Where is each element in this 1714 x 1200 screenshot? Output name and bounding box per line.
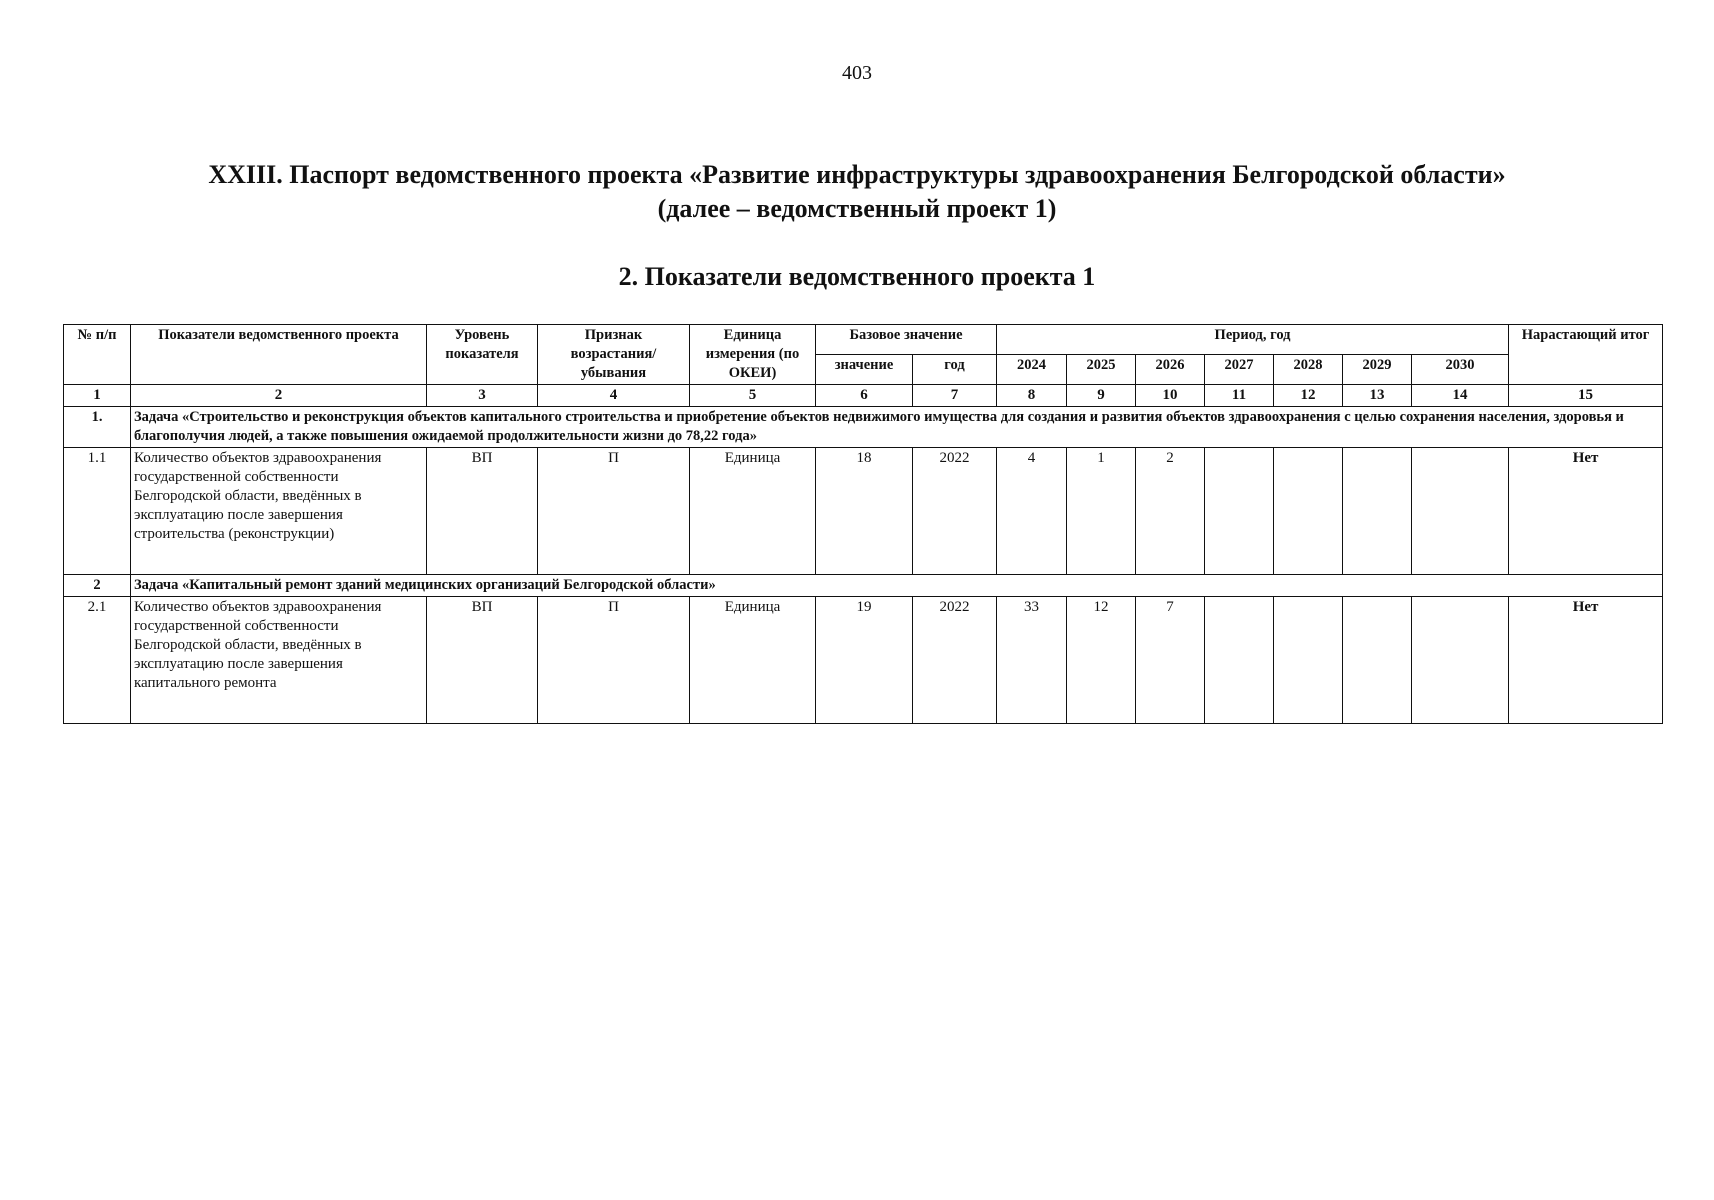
header-period: Период, год: [997, 325, 1509, 355]
column-number: 6: [816, 385, 913, 407]
base-year: 2022: [913, 448, 997, 575]
base-year: 2022: [913, 597, 997, 724]
cumulative-value: Нет: [1509, 597, 1663, 724]
year-value: 2: [1136, 448, 1205, 575]
column-number: 11: [1205, 385, 1274, 407]
column-number: 12: [1274, 385, 1343, 407]
header-year: 2024: [997, 355, 1067, 385]
year-value: [1343, 448, 1412, 575]
year-value: 7: [1136, 597, 1205, 724]
column-number: 7: [913, 385, 997, 407]
indicators-table: [63, 324, 1663, 724]
header-row-1: [64, 325, 1663, 355]
base-value: 18: [816, 448, 913, 575]
year-value: [1412, 597, 1509, 724]
header-indicator: Показатели ведомственного проекта: [131, 325, 427, 385]
header-trend: Признак возрастания/ убывания: [538, 325, 690, 385]
indicator-trend: П: [538, 448, 690, 575]
header-year: 2026: [1136, 355, 1205, 385]
column-number: 3: [427, 385, 538, 407]
header-unit: Единица измерения (по ОКЕИ): [690, 325, 816, 385]
column-number-row: [64, 385, 1663, 407]
year-value: 12: [1067, 597, 1136, 724]
header-level: Уровень показателя: [427, 325, 538, 385]
column-number: 10: [1136, 385, 1205, 407]
indicator-name: Количество объектов здравоохранения государственной собственности Белгородской области, введённых в эксплуатацию после завершения строительства (реконструкции): [131, 448, 427, 575]
column-number: 15: [1509, 385, 1663, 407]
header-base-year: год: [913, 355, 997, 385]
task-text: Задача «Капитальный ремонт зданий медицинских организаций Белгородской области»: [131, 575, 1663, 597]
header-cumulative: Нарастающий итог: [1509, 325, 1663, 385]
indicator-level: ВП: [427, 597, 538, 724]
header-year: 2025: [1067, 355, 1136, 385]
section-subtitle: 2. Показатели ведомственного проекта 1: [618, 262, 1096, 291]
task-row-1: [64, 407, 1663, 448]
year-value: [1205, 597, 1274, 724]
column-number: 1: [64, 385, 131, 407]
header-year: 2028: [1274, 355, 1343, 385]
row-num: 1.1: [64, 448, 131, 575]
header-num: № п/п: [64, 325, 131, 385]
header-year: 2027: [1205, 355, 1274, 385]
header-base: Базовое значение: [816, 325, 997, 355]
cumulative-value: Нет: [1509, 448, 1663, 575]
indicator-row-2-1: [64, 597, 1663, 724]
title-line-1: XXIII. Паспорт ведомственного проекта «Развитие инфраструктуры здравоохранения Белгородской области»: [208, 160, 1506, 189]
year-value: [1274, 448, 1343, 575]
year-value: 33: [997, 597, 1067, 724]
header-year: 2030: [1412, 355, 1509, 385]
task-row-2: [64, 575, 1663, 597]
task-num: 2: [64, 575, 131, 597]
document-title: [0, 158, 1714, 226]
year-value: 4: [997, 448, 1067, 575]
task-text: Задача «Строительство и реконструкция объектов капитального строительства и приобретение объектов недвижимого имущества для создания и развития объектов здравоохранения с целью сохранения населения, здоровья и благополучия людей, а также повышения ожидаемой продолжительности жизни до 78,22 года»: [131, 407, 1663, 448]
indicator-trend: П: [538, 597, 690, 724]
year-value: [1343, 597, 1412, 724]
column-number: 14: [1412, 385, 1509, 407]
indicator-unit: Единица: [690, 597, 816, 724]
column-number: 8: [997, 385, 1067, 407]
year-value: [1205, 448, 1274, 575]
base-value: 19: [816, 597, 913, 724]
indicator-name: Количество объектов здравоохранения государственной собственности Белгородской области, введённых в эксплуатацию после завершения капитального ремонта: [131, 597, 427, 724]
column-number: 2: [131, 385, 427, 407]
year-value: 1: [1067, 448, 1136, 575]
year-value: [1412, 448, 1509, 575]
column-number: 9: [1067, 385, 1136, 407]
year-value: [1274, 597, 1343, 724]
row-num: 2.1: [64, 597, 131, 724]
indicator-unit: Единица: [690, 448, 816, 575]
column-number: 4: [538, 385, 690, 407]
task-num: 1.: [64, 407, 131, 448]
page-number: 403: [842, 62, 872, 84]
column-number: 5: [690, 385, 816, 407]
header-base-value: значение: [816, 355, 913, 385]
title-line-2: (далее – ведомственный проект 1): [657, 194, 1057, 223]
indicator-row-1-1: [64, 448, 1663, 575]
column-number: 13: [1343, 385, 1412, 407]
header-year: 2029: [1343, 355, 1412, 385]
indicator-level: ВП: [427, 448, 538, 575]
